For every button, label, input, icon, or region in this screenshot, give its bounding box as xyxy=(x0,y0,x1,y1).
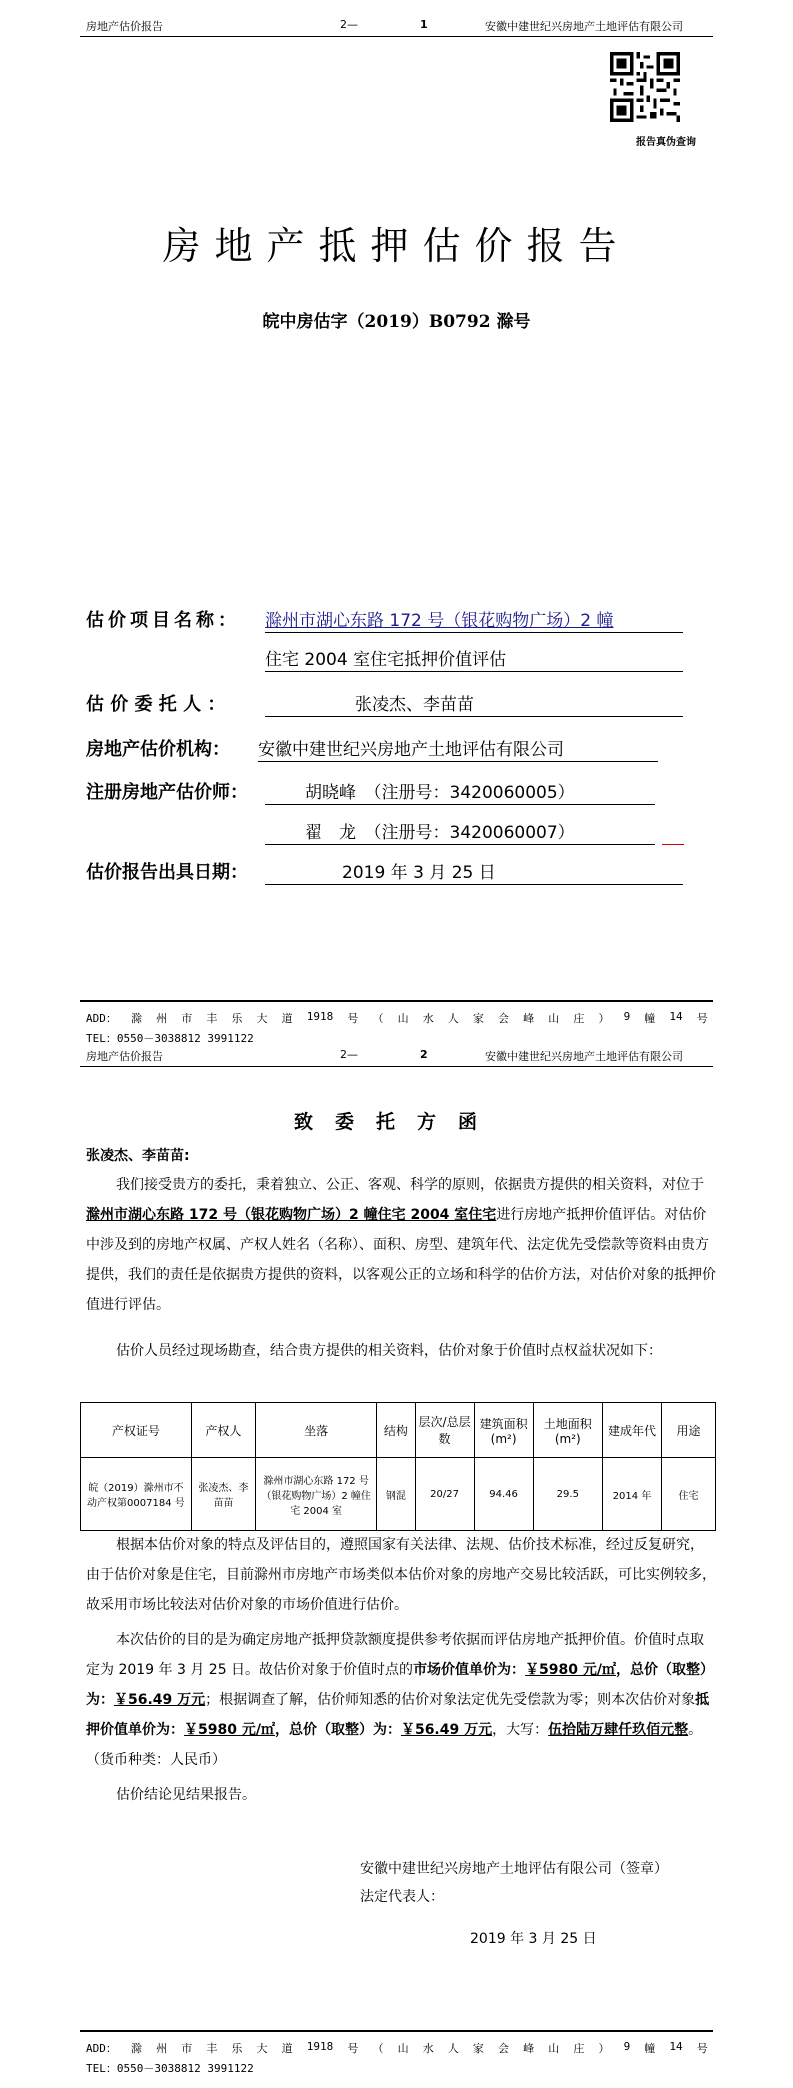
footer-address-token: 大 xyxy=(256,1012,268,1025)
footer-address-token: 丰 xyxy=(206,1012,218,1025)
page1-header-right: 安徽中建世纪兴房地产土地评估有限公司 xyxy=(485,20,683,33)
agency-underline xyxy=(258,761,658,762)
footer-address-token: 滁 xyxy=(130,2042,142,2055)
footer-address-token: 家 xyxy=(472,2042,484,2055)
footer-address-token: （ xyxy=(372,2042,384,2055)
paragraph-3 xyxy=(86,1530,716,1620)
table-header-cell: 结构 xyxy=(377,1403,415,1458)
paragraph-1 xyxy=(86,1170,716,1320)
table-cell: 张凌杰、李苗苗 xyxy=(191,1458,255,1531)
table-cell: 滁州市湖心东路 172 号（银花购物广场）2 幢住宅 2004 室 xyxy=(256,1458,377,1531)
date-label: 估价报告出具日期： xyxy=(86,862,248,883)
page2-header-page-number: 2 xyxy=(420,1048,428,1061)
table-cell: 94.46 xyxy=(474,1458,533,1531)
footer-address-token: 州 xyxy=(156,2042,168,2055)
qr-caption: 报告真伪查询 xyxy=(636,137,696,148)
page2-footer-address xyxy=(86,2040,708,2056)
footer-address-token: 庄 xyxy=(573,1012,585,1025)
client-value: 张凌杰、李苗苗 xyxy=(355,695,474,715)
p4-i: ，总价（取整）为： xyxy=(274,1722,401,1738)
footer-address-token: （ xyxy=(372,1012,384,1025)
table-header-cell: 坐落 xyxy=(256,1403,377,1458)
footer-address-token: 家 xyxy=(472,1012,484,1025)
p1-c: 进行房地产抵押价值评估。对估价中涉及到的房地产权属、产权人姓名（名称）、面积、房型、建筑年代、法定优先受偿款等资料由贵方提供，我们的责任是依据贵方提供的资料，以客观公正的立场和科学的估价方法，对估价对象的抵押价值进行评估。 xyxy=(86,1207,716,1313)
footer-address-token: 号 xyxy=(696,2042,708,2055)
footer-address-token: 市 xyxy=(181,2042,193,2055)
table-header-cell: 土地面积(m²) xyxy=(533,1403,602,1458)
appraiser-2: 翟 龙 （注册号：3420060007） xyxy=(305,823,575,843)
footer-address-token: 市 xyxy=(181,1012,193,1025)
footer-address-token: 水 xyxy=(422,1012,434,1025)
footer-address-token: 号 xyxy=(347,1012,359,1025)
footer-rule xyxy=(80,2030,713,2032)
table-cell: 2014 年 xyxy=(603,1458,662,1531)
report-title: 房地产抵押估价报告 xyxy=(162,224,631,268)
agency-label: 房地产估价机构： xyxy=(86,739,230,760)
p4-g: 抵押价值单价为： xyxy=(86,1692,710,1738)
table-cell: 皖（2019）滁州市不动产权第0007184 号 xyxy=(81,1458,192,1531)
footer-address-token: ） xyxy=(598,1012,610,1025)
p5: 估价结论见结果报告。 xyxy=(116,1787,256,1803)
p2: 估价人员经过现场勘查，结合贵方提供的相关资料，估价对象于价值时点权益状况如下： xyxy=(116,1343,662,1359)
project-underline-2 xyxy=(265,671,683,672)
footer-address-token: 9 xyxy=(623,2040,631,2053)
footer-address-token: 幢 xyxy=(644,2042,656,2055)
sign-representative: 法定代表人： xyxy=(360,1889,444,1905)
page1-header-left: 房地产估价报告 xyxy=(86,20,163,33)
project-label: 估价项目名称： xyxy=(86,610,240,631)
page1-footer-tel: TEL：0550－3038812 3991122 xyxy=(86,1032,254,1045)
table-header-cell: 用途 xyxy=(662,1403,716,1458)
page2-footer-tel: TEL：0550－3038812 3991122 xyxy=(86,2062,254,2075)
footer-address-token: ） xyxy=(598,2042,610,2055)
page2-header-page-prefix: 2— xyxy=(340,1048,358,1061)
footer-address-token: 1918 xyxy=(306,2040,334,2053)
footer-address-token: 会 xyxy=(498,1012,510,1025)
p4-f: ；根据调查了解，估价师知悉的估价对象法定优先受偿款为零；则本次估价对象 xyxy=(205,1692,696,1708)
table-row xyxy=(81,1458,716,1531)
paragraph-4 xyxy=(86,1625,716,1775)
header-rule xyxy=(80,1066,713,1067)
paragraph-5 xyxy=(86,1780,716,1810)
footer-address-token: 14 xyxy=(669,2040,683,2053)
p1-a: 我们接受贵方的委托，秉着独立、公正、客观、科学的原则，依据贵方提供的相关资料，对位于 xyxy=(116,1177,704,1193)
qr-code-icon[interactable] xyxy=(610,52,680,122)
sign-company: 安徽中建世纪兴房地产土地评估有限公司（签章） xyxy=(360,1861,668,1877)
table-header-cell: 建成年代 xyxy=(603,1403,662,1458)
p4-k: ，大写： xyxy=(492,1722,549,1738)
p4-a: 本次估价的目的是为确定房地产抵押贷款额度提供参考依据而评估房地产抵押价值。价值时点取定为 2019 年 3 月 25 日。故估价对象于价值时点的 xyxy=(86,1632,704,1678)
footer-address-token: 人 xyxy=(447,2042,459,2055)
footer-address-token: 庄 xyxy=(573,2042,585,2055)
footer-address-token: ADD： xyxy=(86,1012,117,1025)
p4-j: ￥56.49 万元 xyxy=(400,1722,493,1738)
p4-b: 市场价值单价为： xyxy=(413,1662,526,1678)
footer-address-token: 号 xyxy=(347,2042,359,2055)
footer-address-token: 水 xyxy=(422,2042,434,2055)
p3: 根据本估价对象的特点及评估目的，遵照国家有关法律、法规、估价技术标准，经过反复研究，由于估价对象是住宅，目前滁州市房地产市场类似本估价对象的房地产交易比较活跃，可比实例较多，故采用市场比较法对估价对象的市场价值进行估价。 xyxy=(86,1537,716,1613)
appraiser-1-underline xyxy=(265,804,655,805)
table-header-row xyxy=(81,1403,716,1458)
footer-address-token: 14 xyxy=(669,1010,683,1023)
letter-title: 致委托方函 xyxy=(293,1111,499,1133)
p4-l: 伍拾陆万肆仟玖佰元整 xyxy=(548,1722,689,1738)
footer-address-token: 道 xyxy=(281,2042,293,2055)
p4-e: ￥56.49 万元 xyxy=(114,1692,206,1708)
footer-address-token: 州 xyxy=(156,1012,168,1025)
footer-address-token: ADD： xyxy=(86,2042,117,2055)
footer-address-token: 乐 xyxy=(231,1012,243,1025)
doc-number: 皖中房估字（2019）B0792 滁号 xyxy=(262,312,531,332)
footer-address-token: 人 xyxy=(447,1012,459,1025)
footer-address-token: 滁 xyxy=(130,1012,142,1025)
table-header-cell: 产权人 xyxy=(191,1403,255,1458)
footer-address-token: 道 xyxy=(281,1012,293,1025)
appraiser-2-underline xyxy=(265,844,655,845)
table-cell: 住宅 xyxy=(662,1458,716,1531)
page2-header-left: 房地产估价报告 xyxy=(86,1050,163,1063)
sign-date: 2019 年 3 月 25 日 xyxy=(470,1931,597,1947)
footer-address-token: 山 xyxy=(548,2042,560,2055)
footer-address-token: 山 xyxy=(548,1012,560,1025)
project-value-line1: 滁州市湖心东路 172 号（银花购物广场）2 幢 xyxy=(265,611,614,631)
appraiser-1: 胡晓峰 （注册号：3420060005） xyxy=(305,783,575,803)
appraiser-label: 注册房地产估价师： xyxy=(86,782,248,803)
client-underline xyxy=(265,716,683,717)
client-label: 估 价 委 托 人 ： xyxy=(86,694,226,715)
footer-address-token: 会 xyxy=(498,2042,510,2055)
footer-address-token: 山 xyxy=(397,2042,409,2055)
footer-address-token: 山 xyxy=(397,1012,409,1025)
paragraph-2 xyxy=(86,1336,716,1366)
project-underline-1 xyxy=(265,632,683,633)
footer-address-token: 9 xyxy=(623,1010,631,1023)
page1-header-page-prefix: 2— xyxy=(340,18,358,31)
table-cell: 钢混 xyxy=(377,1458,415,1531)
header-rule xyxy=(80,36,713,37)
footer-address-token: 丰 xyxy=(206,2042,218,2055)
footer-address-token: 幢 xyxy=(644,1012,656,1025)
date-underline xyxy=(265,884,683,885)
date-value: 2019 年 3 月 25 日 xyxy=(342,863,496,883)
p4-c: ￥5980 元/㎡ xyxy=(525,1662,617,1678)
footer-address-token: 峰 xyxy=(523,2042,535,2055)
p1-b: 滁州市湖心东路 172 号（银花购物广场）2 幢住宅 2004 室住宅 xyxy=(86,1207,497,1223)
footer-address-token: 1918 xyxy=(306,1010,334,1023)
property-table xyxy=(80,1402,716,1531)
red-mark xyxy=(662,844,684,845)
page2-header-right: 安徽中建世纪兴房地产土地评估有限公司 xyxy=(485,1050,683,1063)
footer-rule xyxy=(80,1000,713,1002)
p4-m: 。（货币种类：人民币） xyxy=(86,1722,703,1768)
agency-value: 安徽中建世纪兴房地产土地评估有限公司 xyxy=(258,740,564,760)
footer-address-token: 号 xyxy=(696,1012,708,1025)
table-cell: 20/27 xyxy=(415,1458,474,1531)
page1-header-page-number: 1 xyxy=(420,18,428,31)
footer-address-token: 乐 xyxy=(231,2042,243,2055)
footer-address-token: 峰 xyxy=(523,1012,535,1025)
table-header-cell: 建筑面积(m²) xyxy=(474,1403,533,1458)
table-header-cell: 产权证号 xyxy=(81,1403,192,1458)
table-header-cell: 层次/总层数 xyxy=(415,1403,474,1458)
p4-d: ，总价（取整）为： xyxy=(86,1662,715,1708)
project-value-line2: 住宅 2004 室住宅抵押价值评估 xyxy=(265,650,507,670)
page1-footer-address xyxy=(86,1010,708,1026)
p4-h: ￥5980 元/㎡ xyxy=(184,1722,275,1738)
table-cell: 29.5 xyxy=(533,1458,602,1531)
footer-address-token: 大 xyxy=(256,2042,268,2055)
salutation: 张凌杰、李苗苗: xyxy=(86,1148,190,1164)
